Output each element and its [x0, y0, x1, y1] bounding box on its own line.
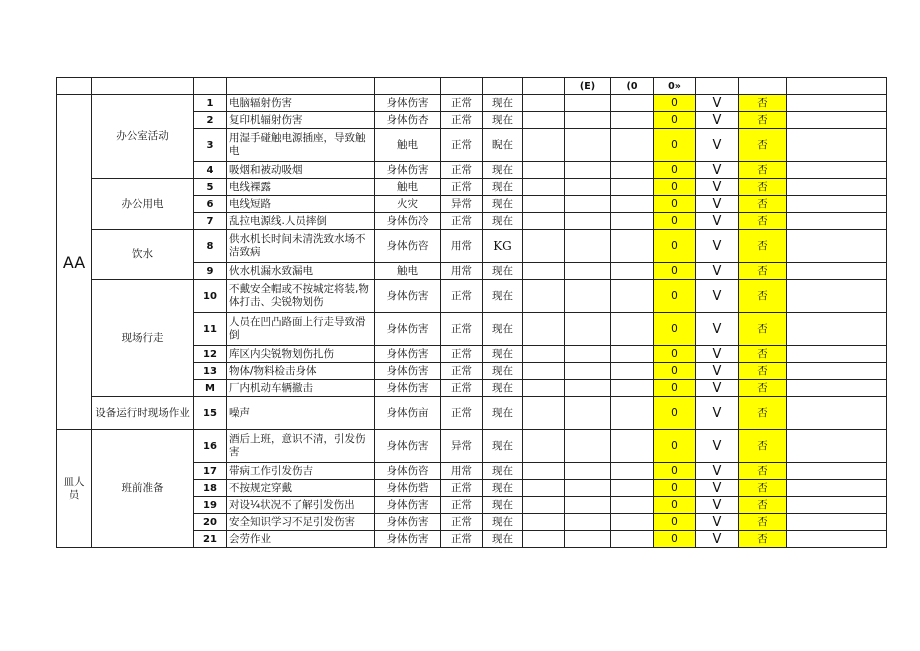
tense-cell: 现在	[483, 497, 523, 514]
hazard-cell: 供水机长时间未清洗致水场不洁致病	[227, 230, 375, 263]
tense-cell: 现在	[483, 179, 523, 196]
level-cell: 0	[654, 480, 696, 497]
state-cell: 用常	[441, 263, 483, 280]
tense-cell: 现在	[483, 363, 523, 380]
empty-cell	[565, 280, 611, 313]
check-mark: V	[696, 179, 739, 196]
empty-cell	[565, 430, 611, 463]
empty-cell	[611, 112, 654, 129]
flag-cell: 否	[739, 430, 787, 463]
level-cell: 0	[654, 514, 696, 531]
empty-cell	[787, 213, 887, 230]
empty-cell	[523, 363, 565, 380]
state-cell: 正常	[441, 280, 483, 313]
tense-cell: 现在	[483, 380, 523, 397]
empty-cell	[611, 162, 654, 179]
state-cell: 正常	[441, 514, 483, 531]
hazard-cell: 电脑辐射伤害	[227, 95, 375, 112]
tense-cell: 现在	[483, 213, 523, 230]
flag-cell: 否	[739, 95, 787, 112]
row-number: 21	[194, 531, 227, 548]
empty-cell	[787, 531, 887, 548]
check-mark: V	[696, 162, 739, 179]
empty-cell	[787, 430, 887, 463]
category-level1: 皿人员	[57, 430, 92, 548]
flag-cell: 否	[739, 263, 787, 280]
check-mark: V	[696, 363, 739, 380]
tense-cell: 现在	[483, 112, 523, 129]
empty-cell	[565, 463, 611, 480]
hazard-cell: 噪声	[227, 397, 375, 430]
result-cell: 身体伤害	[375, 162, 441, 179]
hazard-cell: 物体/物料检击身体	[227, 363, 375, 380]
flag-cell: 否	[739, 346, 787, 363]
flag-cell: 否	[739, 112, 787, 129]
empty-cell	[611, 397, 654, 430]
check-mark: V	[696, 280, 739, 313]
row-number: 16	[194, 430, 227, 463]
level-cell: 0	[654, 162, 696, 179]
level-cell: 0	[654, 95, 696, 112]
table-row	[57, 230, 887, 263]
table-row	[57, 280, 887, 313]
empty-cell	[611, 346, 654, 363]
state-cell: 正常	[441, 179, 483, 196]
flag-cell: 否	[739, 497, 787, 514]
state-cell: 异常	[441, 430, 483, 463]
level-cell: 0	[654, 129, 696, 162]
empty-cell	[523, 397, 565, 430]
category-level2: 现场行走	[92, 280, 194, 397]
state-cell: 正常	[441, 380, 483, 397]
hazard-cell: 吸烟和被动吸烟	[227, 162, 375, 179]
empty-cell	[565, 531, 611, 548]
row-number: 7	[194, 213, 227, 230]
empty-cell	[611, 514, 654, 531]
check-mark: V	[696, 129, 739, 162]
header-cell: (0	[611, 78, 654, 95]
empty-cell	[565, 263, 611, 280]
empty-cell	[565, 162, 611, 179]
check-mark: V	[696, 430, 739, 463]
result-cell: 身体伤害	[375, 531, 441, 548]
empty-cell	[787, 363, 887, 380]
empty-cell	[523, 514, 565, 531]
result-cell: 身体伤害	[375, 363, 441, 380]
check-mark: V	[696, 531, 739, 548]
check-mark: V	[696, 95, 739, 112]
tense-cell: 现在	[483, 95, 523, 112]
result-cell: 身体伤害	[375, 514, 441, 531]
flag-cell: 否	[739, 514, 787, 531]
header-cell: 0»	[654, 78, 696, 95]
empty-cell	[523, 313, 565, 346]
category-level2: 班前准备	[92, 430, 194, 548]
state-cell: 正常	[441, 531, 483, 548]
tense-cell: 现在	[483, 430, 523, 463]
tense-cell: 现在	[483, 196, 523, 213]
result-cell: 身体伤害	[375, 313, 441, 346]
tense-cell: 睨在	[483, 129, 523, 162]
level-cell: 0	[654, 280, 696, 313]
hazard-cell: 酒后上班，意识不清，引发伤害	[227, 430, 375, 463]
state-cell: 用常	[441, 463, 483, 480]
check-mark: V	[696, 346, 739, 363]
result-cell: 触电	[375, 129, 441, 162]
flag-cell: 否	[739, 463, 787, 480]
tense-cell: KG	[483, 230, 523, 263]
empty-cell	[565, 230, 611, 263]
row-number: 4	[194, 162, 227, 179]
empty-cell	[611, 263, 654, 280]
row-number: 11	[194, 313, 227, 346]
empty-cell	[787, 463, 887, 480]
empty-cell	[523, 196, 565, 213]
level-cell: 0	[654, 179, 696, 196]
risk-table	[56, 77, 887, 548]
empty-cell	[565, 346, 611, 363]
flag-cell: 否	[739, 129, 787, 162]
check-mark: V	[696, 463, 739, 480]
flag-cell: 否	[739, 397, 787, 430]
hazard-cell: 厂内机动车辆撤击	[227, 380, 375, 397]
flag-cell: 否	[739, 179, 787, 196]
state-cell: 正常	[441, 129, 483, 162]
result-cell: 火灾	[375, 196, 441, 213]
empty-cell	[611, 213, 654, 230]
check-mark: V	[696, 514, 739, 531]
empty-cell	[565, 179, 611, 196]
empty-cell	[611, 430, 654, 463]
tense-cell: 现在	[483, 531, 523, 548]
hazard-cell: 电线短路	[227, 196, 375, 213]
empty-cell	[523, 230, 565, 263]
hazard-cell: 乱拉电源线.人员摔倒	[227, 213, 375, 230]
empty-cell	[565, 313, 611, 346]
empty-cell	[611, 463, 654, 480]
header-cell	[739, 78, 787, 95]
empty-cell	[787, 95, 887, 112]
tense-cell: 现在	[483, 313, 523, 346]
level-cell: 0	[654, 397, 696, 430]
empty-cell	[523, 346, 565, 363]
category-level2: 办公用电	[92, 179, 194, 230]
header-cell	[523, 78, 565, 95]
row-number: 15	[194, 397, 227, 430]
header-cell	[787, 78, 887, 95]
hazard-cell: 不戴安全帽或不按城定将装,物体打击、尖锐物划伤	[227, 280, 375, 313]
flag-cell: 否	[739, 313, 787, 346]
level-cell: 0	[654, 430, 696, 463]
empty-cell	[787, 230, 887, 263]
empty-cell	[787, 497, 887, 514]
empty-cell	[523, 430, 565, 463]
row-number: 6	[194, 196, 227, 213]
hazard-cell: 复印机辐射伤害	[227, 112, 375, 129]
empty-cell	[611, 280, 654, 313]
empty-cell	[523, 531, 565, 548]
check-mark: V	[696, 480, 739, 497]
tense-cell: 现在	[483, 397, 523, 430]
empty-cell	[787, 280, 887, 313]
flag-cell: 否	[739, 213, 787, 230]
flag-cell: 否	[739, 380, 787, 397]
category-level2: 设备运行时现场作业	[92, 397, 194, 430]
table-row	[57, 179, 887, 196]
category-level2: 饮水	[92, 230, 194, 280]
tense-cell: 现在	[483, 162, 523, 179]
row-number: 3	[194, 129, 227, 162]
header-cell: (E)	[565, 78, 611, 95]
empty-cell	[787, 263, 887, 280]
empty-cell	[565, 497, 611, 514]
empty-cell	[523, 463, 565, 480]
level-cell: 0	[654, 363, 696, 380]
empty-cell	[565, 480, 611, 497]
empty-cell	[523, 280, 565, 313]
row-number: 20	[194, 514, 227, 531]
row-number: 17	[194, 463, 227, 480]
level-cell: 0	[654, 463, 696, 480]
row-number: M	[194, 380, 227, 397]
header-cell	[194, 78, 227, 95]
risk-table-sheet	[56, 77, 886, 568]
empty-cell	[787, 346, 887, 363]
result-cell: 触电	[375, 263, 441, 280]
tense-cell: 现在	[483, 346, 523, 363]
hazard-cell: 电线裸露	[227, 179, 375, 196]
header-cell	[441, 78, 483, 95]
check-mark: V	[696, 397, 739, 430]
level-cell: 0	[654, 531, 696, 548]
row-number: 9	[194, 263, 227, 280]
result-cell: 身体伤害	[375, 430, 441, 463]
tense-cell: 现在	[483, 280, 523, 313]
header-cell	[92, 78, 194, 95]
row-number: 18	[194, 480, 227, 497]
state-cell: 正常	[441, 95, 483, 112]
tense-cell: 现在	[483, 263, 523, 280]
empty-cell	[565, 112, 611, 129]
empty-cell	[611, 531, 654, 548]
empty-cell	[523, 380, 565, 397]
empty-cell	[523, 162, 565, 179]
row-number: 10	[194, 280, 227, 313]
empty-cell	[787, 112, 887, 129]
empty-cell	[611, 480, 654, 497]
check-mark: V	[696, 313, 739, 346]
empty-cell	[787, 179, 887, 196]
empty-cell	[787, 162, 887, 179]
empty-cell	[611, 230, 654, 263]
row-number: 12	[194, 346, 227, 363]
empty-cell	[523, 112, 565, 129]
check-mark: V	[696, 497, 739, 514]
state-cell: 正常	[441, 313, 483, 346]
flag-cell: 否	[739, 196, 787, 213]
row-number: 5	[194, 179, 227, 196]
result-cell: 身体伤害	[375, 95, 441, 112]
empty-cell	[787, 196, 887, 213]
category-level2: 办公室活动	[92, 95, 194, 179]
header-row	[57, 78, 887, 95]
table-row	[57, 430, 887, 463]
empty-cell	[611, 363, 654, 380]
empty-cell	[523, 129, 565, 162]
empty-cell	[523, 480, 565, 497]
flag-cell: 否	[739, 363, 787, 380]
flag-cell: 否	[739, 230, 787, 263]
flag-cell: 否	[739, 162, 787, 179]
empty-cell	[611, 497, 654, 514]
hazard-cell: 安全知识学习不足引发伤害	[227, 514, 375, 531]
check-mark: V	[696, 196, 739, 213]
state-cell: 正常	[441, 346, 483, 363]
result-cell: 身体伤亩	[375, 397, 441, 430]
empty-cell	[787, 514, 887, 531]
empty-cell	[523, 179, 565, 196]
header-cell	[227, 78, 375, 95]
check-mark: V	[696, 230, 739, 263]
empty-cell	[565, 196, 611, 213]
empty-cell	[787, 480, 887, 497]
state-cell: 正常	[441, 497, 483, 514]
check-mark: V	[696, 213, 739, 230]
hazard-cell: 人员在凹凸路面上行走导致滑倒	[227, 313, 375, 346]
empty-cell	[787, 397, 887, 430]
empty-cell	[565, 397, 611, 430]
result-cell: 身体伤砦	[375, 480, 441, 497]
level-cell: 0	[654, 346, 696, 363]
check-mark: V	[696, 380, 739, 397]
empty-cell	[787, 380, 887, 397]
level-cell: 0	[654, 230, 696, 263]
empty-cell	[611, 129, 654, 162]
state-cell: 正常	[441, 213, 483, 230]
hazard-cell: 用湿手碰触电源插座，导致触电	[227, 129, 375, 162]
empty-cell	[787, 313, 887, 346]
result-cell: 身体伤害	[375, 497, 441, 514]
state-cell: 正常	[441, 480, 483, 497]
result-cell: 身体伤咨	[375, 463, 441, 480]
empty-cell	[611, 313, 654, 346]
level-cell: 0	[654, 196, 696, 213]
empty-cell	[565, 514, 611, 531]
tense-cell: 现在	[483, 514, 523, 531]
row-number: 19	[194, 497, 227, 514]
row-number: 1	[194, 95, 227, 112]
empty-cell	[611, 196, 654, 213]
state-cell: 正常	[441, 162, 483, 179]
row-number: 2	[194, 112, 227, 129]
empty-cell	[523, 213, 565, 230]
state-cell: 正常	[441, 112, 483, 129]
state-cell: 用常	[441, 230, 483, 263]
level-cell: 0	[654, 380, 696, 397]
table-row	[57, 95, 887, 112]
result-cell: 身体伤害	[375, 280, 441, 313]
result-cell: 身体伤咨	[375, 230, 441, 263]
level-cell: 0	[654, 263, 696, 280]
empty-cell	[611, 179, 654, 196]
empty-cell	[565, 213, 611, 230]
result-cell: 身体伤冷	[375, 213, 441, 230]
tense-cell: 现在	[483, 463, 523, 480]
level-cell: 0	[654, 313, 696, 346]
row-number: 13	[194, 363, 227, 380]
check-mark: V	[696, 112, 739, 129]
state-cell: 正常	[441, 363, 483, 380]
result-cell: 触电	[375, 179, 441, 196]
state-cell: 异常	[441, 196, 483, 213]
empty-cell	[523, 497, 565, 514]
hazard-cell: 会劳作业	[227, 531, 375, 548]
empty-cell	[611, 95, 654, 112]
header-cell	[483, 78, 523, 95]
empty-cell	[787, 129, 887, 162]
empty-cell	[565, 95, 611, 112]
flag-cell: 否	[739, 480, 787, 497]
hazard-cell: 伙水机漏水致漏电	[227, 263, 375, 280]
row-number: 8	[194, 230, 227, 263]
tense-cell: 现在	[483, 480, 523, 497]
result-cell: 身体伤害	[375, 380, 441, 397]
header-cell	[375, 78, 441, 95]
empty-cell	[565, 129, 611, 162]
level-cell: 0	[654, 213, 696, 230]
result-cell: 身体伤杏	[375, 112, 441, 129]
hazard-cell: 对设¼状况不了解引发伤出	[227, 497, 375, 514]
flag-cell: 否	[739, 531, 787, 548]
hazard-cell: 带病工作引发伤吉	[227, 463, 375, 480]
level-cell: 0	[654, 497, 696, 514]
check-mark: V	[696, 263, 739, 280]
hazard-cell: 不按规定穿戴	[227, 480, 375, 497]
category-level1: AA	[57, 95, 92, 430]
header-cell	[57, 78, 92, 95]
empty-cell	[565, 363, 611, 380]
level-cell: 0	[654, 112, 696, 129]
empty-cell	[523, 263, 565, 280]
state-cell: 正常	[441, 397, 483, 430]
table-row	[57, 397, 887, 430]
flag-cell: 否	[739, 280, 787, 313]
hazard-cell: 库区内尖锐物划伤扎伤	[227, 346, 375, 363]
empty-cell	[611, 380, 654, 397]
empty-cell	[523, 95, 565, 112]
empty-cell	[565, 380, 611, 397]
header-cell	[696, 78, 739, 95]
result-cell: 身体伤害	[375, 346, 441, 363]
